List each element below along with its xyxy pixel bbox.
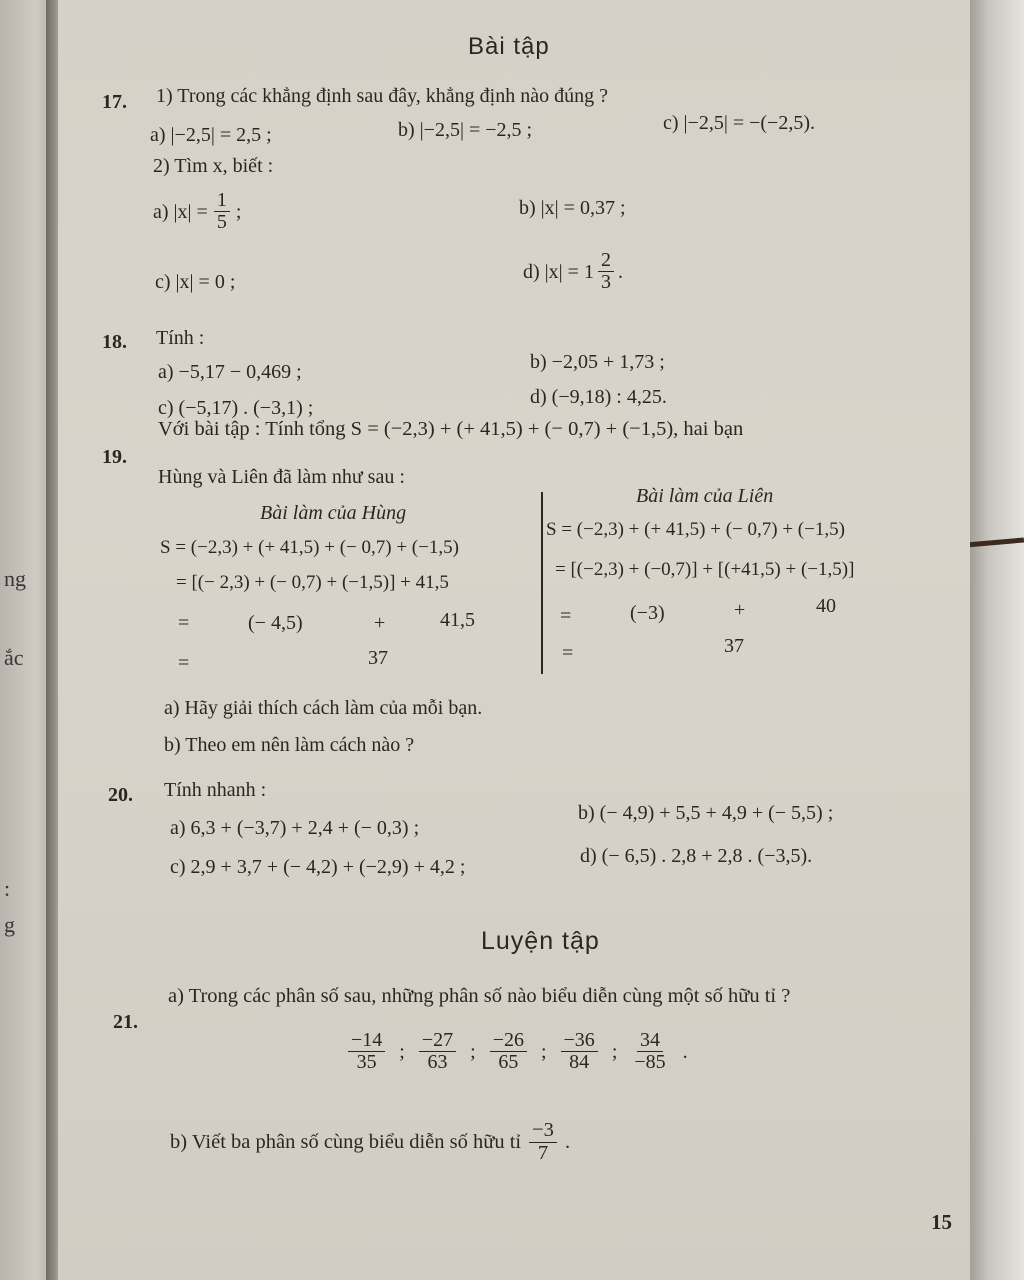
left-margin-fragment: : xyxy=(4,876,11,901)
hung-step-1: S = (−2,3) + (+ 41,5) + (− 0,7) + (−1,5) xyxy=(160,537,459,558)
fraction-denominator: 35 xyxy=(356,1051,377,1073)
ex17-xd-prefix: d) |x| = 1 xyxy=(523,260,594,283)
hung-step-3-b: 41,5 xyxy=(440,609,475,631)
ex17-find-x-d xyxy=(523,250,623,293)
fraction-item xyxy=(490,1030,527,1073)
ex19-question-a: a) Hãy giải thích cách làm của mỗi bạn. xyxy=(164,697,483,719)
ex20-item-d: d) (− 6,5) . 2,8 + 2,8 . (−3,5). xyxy=(580,845,813,867)
ex17-option-a: a) |−2,5| = 2,5 ; xyxy=(150,124,272,146)
fraction-numerator: −27 xyxy=(419,1030,456,1052)
hung-step-4-eq: = xyxy=(178,652,190,674)
ex18-intro: Tính : xyxy=(156,327,205,349)
book-page xyxy=(58,0,970,1280)
fraction-numerator: 1 xyxy=(214,190,230,212)
fraction-separator: ; xyxy=(399,1040,405,1063)
lien-solution-heading: Bài làm của Liên xyxy=(636,485,774,507)
exercise-20-number: 20. xyxy=(108,784,133,806)
hung-solution-heading: Bài làm của Hùng xyxy=(260,502,407,524)
exercise-18-number: 18. xyxy=(102,331,127,353)
fraction-denominator: 84 xyxy=(569,1051,590,1073)
page-number: 15 xyxy=(931,1210,952,1234)
ex17-option-b: b) |−2,5| = −2,5 ; xyxy=(398,119,533,141)
ex17-part2-text: 2) Tìm x, biết : xyxy=(153,155,274,177)
fraction-numerator: −14 xyxy=(348,1030,385,1052)
solution-divider xyxy=(541,492,543,674)
ex18-item-a: a) −5,17 − 0,469 ; xyxy=(158,361,302,383)
ex20-intro: Tính nhanh : xyxy=(164,779,267,801)
fraction-minus-three-sevenths xyxy=(529,1120,557,1164)
ex20-item-c: c) 2,9 + 3,7 + (− 4,2) + (−2,9) + 4,2 ; xyxy=(170,856,466,878)
ex19-statement-line2: Hùng và Liên đã làm như sau : xyxy=(158,466,405,488)
fraction-item xyxy=(561,1030,598,1073)
ex18-item-c: c) (−5,17) . (−3,1) ; xyxy=(158,397,314,419)
exercise-17-number: 17. xyxy=(102,91,127,113)
exercise-21-number: 21. xyxy=(113,1011,138,1033)
practice-section-title: Luyện tập xyxy=(481,927,600,955)
left-margin-fragment: g xyxy=(4,912,15,937)
lien-step-1: S = (−2,3) + (+ 41,5) + (− 0,7) + (−1,5) xyxy=(546,519,845,540)
lien-step-3-op: + xyxy=(734,599,746,621)
fraction-numerator: 34 xyxy=(637,1030,663,1052)
fraction-item xyxy=(348,1030,385,1073)
hung-step-3-a: (− 4,5) xyxy=(248,612,303,634)
ex17-find-x-b: b) |x| = 0,37 ; xyxy=(519,197,626,219)
fraction-two-thirds xyxy=(598,250,614,293)
lien-step-4-eq: = xyxy=(562,642,574,664)
ex21-fraction-list xyxy=(346,1030,688,1073)
hung-step-3-op: + xyxy=(374,612,386,634)
section-title: Bài tập xyxy=(468,33,550,60)
fraction-denominator: 63 xyxy=(427,1051,448,1073)
lien-step-3-b: 40 xyxy=(816,595,836,617)
ex21-part-b xyxy=(170,1120,570,1164)
fraction-denominator: −85 xyxy=(634,1051,666,1073)
left-margin-fragment: ng xyxy=(4,566,26,591)
fraction-denominator: 5 xyxy=(216,211,227,233)
fraction-denominator: 65 xyxy=(498,1051,519,1073)
ex19-statement-line1: Với bài tập : Tính tổng S = (−2,3) + (+ 41,5) + (− 0,7) + (−1,5), hai bạn xyxy=(158,418,744,440)
lien-result: 37 xyxy=(724,635,744,657)
fraction-denominator: 3 xyxy=(600,271,611,293)
ex17-option-c: c) |−2,5| = −(−2,5). xyxy=(663,112,815,134)
lien-step-3-eq: = xyxy=(560,605,572,627)
fraction-numerator: 2 xyxy=(598,250,614,272)
ex21-part-b-suffix: . xyxy=(564,1130,571,1153)
fraction-separator: ; xyxy=(611,1040,618,1063)
hung-step-2: = [(− 2,3) + (− 0,7) + (−1,5)] + 41,5 xyxy=(176,572,449,593)
ex21-part-a-text: a) Trong các phân số sau, những phân số nào biểu diễn cùng một số hữu tỉ ? xyxy=(168,985,791,1007)
fraction-numerator: −26 xyxy=(490,1030,527,1052)
ex19-question-b: b) Theo em nên làm cách nào ? xyxy=(164,734,415,756)
lien-step-2: = [(−2,3) + (−0,7)] + [(+41,5) + (−1,5)] xyxy=(555,559,855,580)
hung-result: 37 xyxy=(368,647,388,669)
ex17-find-x-a xyxy=(153,190,241,233)
ex17-find-x-c: c) |x| = 0 ; xyxy=(155,271,236,293)
fraction-separator: . xyxy=(682,1040,688,1063)
ex17-xd-suffix: . xyxy=(617,260,623,283)
fraction-denominator: 7 xyxy=(537,1141,549,1164)
fraction-separator: ; xyxy=(470,1040,476,1063)
ex17-part1-text: 1) Trong các khẳng định sau đây, khẳng định nào đúng ? xyxy=(156,85,608,107)
ex21-part-b-text: b) Viết ba phân số cùng biểu diễn số hữu tỉ xyxy=(170,1130,522,1153)
ex20-item-b: b) (− 4,9) + 5,5 + 4,9 + (− 5,5) ; xyxy=(578,802,834,824)
lien-step-3-a: (−3) xyxy=(630,602,665,624)
fraction-item xyxy=(631,1030,668,1073)
exercise-19-number: 19. xyxy=(102,446,127,468)
ex18-item-b: b) −2,05 + 1,73 ; xyxy=(530,351,665,373)
background-surface xyxy=(966,0,1024,1280)
fraction-item xyxy=(419,1030,456,1073)
ex17-xa-prefix: a) |x| = xyxy=(153,200,208,223)
hung-step-3-eq: = xyxy=(178,612,190,634)
fraction-numerator: −3 xyxy=(529,1120,557,1143)
fraction-numerator: −36 xyxy=(561,1030,598,1052)
fraction-one-fifth xyxy=(214,190,230,233)
fraction-separator: ; xyxy=(540,1040,547,1063)
ex20-item-a: a) 6,3 + (−3,7) + 2,4 + (− 0,3) ; xyxy=(170,817,420,839)
left-margin-fragment: ắc xyxy=(4,645,24,670)
ex18-item-d: d) (−9,18) : 4,25. xyxy=(530,386,667,408)
ex17-xa-suffix: ; xyxy=(235,200,242,223)
